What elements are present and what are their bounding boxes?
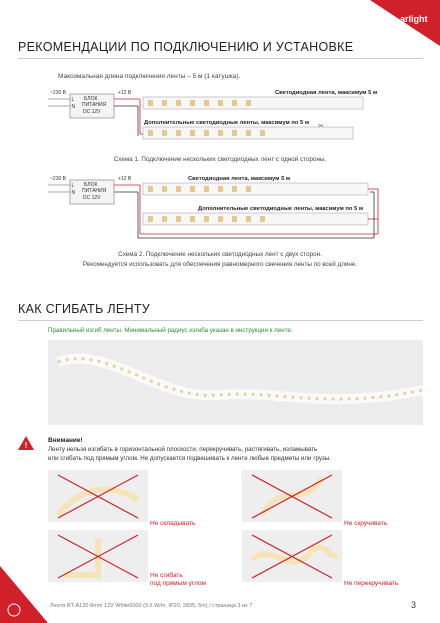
dont-overtwist-label: Не перекручивать bbox=[344, 580, 399, 587]
dont-right-angle-label-2: под прямым углом bbox=[150, 580, 207, 587]
arlight-logo bbox=[370, 0, 440, 46]
svg-text:Дополнительные светодиодные ле: Дополнительные светодиодные ленты, максимум по 5 м bbox=[144, 120, 310, 126]
svg-text:L: L bbox=[71, 97, 75, 103]
footer-text: Лента RT-A120-8mm 12V White6000 (9.6 W/m, IP20, 2835, 5m) / страница 3 из 7 bbox=[50, 603, 253, 609]
svg-text:N: N bbox=[71, 190, 76, 196]
svg-text:Светодиодная лента, максимум 5: Светодиодная лента, максимум 5 м bbox=[188, 176, 291, 182]
wiring-diagram-2 bbox=[48, 172, 388, 246]
svg-text:~230 В: ~230 В bbox=[50, 90, 66, 96]
correct-bend-note: Правильный изгиб ленты. Минимальный радиус изгиба указан в инструкции к ленте. bbox=[48, 327, 293, 334]
dont-right-angle-photo bbox=[48, 530, 148, 582]
dont-twist-label: Не скручивать bbox=[344, 520, 388, 527]
svg-text:+12 В: +12 В bbox=[118, 90, 132, 96]
footer-logo-corner bbox=[0, 566, 48, 623]
warning-text-line-1: Ленту нельзя изгибать в горизонтальной плоскости, перекручивать, растягивать, изламывать bbox=[48, 446, 318, 453]
warning-block bbox=[48, 436, 331, 463]
diagram-1-caption: Схема 1. Подключение нескольких светодиодных лент с одной стороны. bbox=[113, 156, 327, 163]
correct-bend-photo bbox=[48, 340, 423, 425]
page-number: 3 bbox=[410, 600, 416, 610]
svg-text:N: N bbox=[71, 104, 76, 110]
warning-icon bbox=[18, 436, 34, 450]
dont-overtwist-photo bbox=[242, 530, 342, 582]
svg-text:БЛОК: БЛОК bbox=[84, 96, 98, 102]
svg-text:~230 В: ~230 В bbox=[50, 176, 66, 182]
svg-text:ПИТАНИЯ: ПИТАНИЯ bbox=[82, 102, 107, 108]
svg-text:Светодиодная лента, максимум 5: Светодиодная лента, максимум 5 м bbox=[275, 90, 378, 96]
diagram-2-note: Рекомендуется использовать для обеспечения равномерного свечения ленты по всей длине. bbox=[82, 261, 358, 268]
svg-text:DC 12V: DC 12V bbox=[83, 109, 101, 115]
svg-text:ПИТАНИЯ: ПИТАНИЯ bbox=[82, 188, 107, 194]
svg-text:БЛОК: БЛОК bbox=[84, 182, 98, 188]
wiring-diagram-1 bbox=[48, 86, 388, 154]
max-length-note: Максимальная длина подключения ленты – 5 м (1 катушка). bbox=[58, 73, 241, 80]
warning-text-line-2: или сгибать под прямым углом. Не допускается подвешивать к ленте любые предметы или грузы. bbox=[48, 455, 331, 462]
svg-text:arlight: arlight bbox=[400, 14, 428, 24]
svg-text:DC 12V: DC 12V bbox=[83, 195, 101, 201]
warning-title: Внимание! bbox=[48, 437, 83, 444]
dont-fold-label: Не складывать bbox=[150, 520, 196, 527]
section-title-bending: КАК СГИБАТЬ ЛЕНТУ bbox=[18, 302, 150, 316]
svg-text:✂: ✂ bbox=[318, 123, 324, 130]
dont-fold-photo bbox=[48, 470, 148, 522]
section-divider bbox=[18, 320, 423, 321]
svg-text:L: L bbox=[71, 183, 75, 189]
svg-text:!: ! bbox=[24, 441, 28, 450]
dont-twist-photo bbox=[242, 470, 342, 522]
dont-right-angle-label-1: Не сгибать bbox=[150, 572, 183, 579]
svg-text:Дополнительные светодиодные ле: Дополнительные светодиодные ленты, максимум по 5 м bbox=[198, 206, 364, 212]
diagram-2-caption: Схема 2. Подключение нескольких светодиодных лент с двух сторон. bbox=[118, 251, 322, 258]
title-divider bbox=[18, 58, 423, 59]
section-title-connection: РЕКОМЕНДАЦИИ ПО ПОДКЛЮЧЕНИЮ И УСТАНОВКЕ bbox=[18, 40, 354, 54]
svg-text:+12 В: +12 В bbox=[118, 176, 132, 182]
